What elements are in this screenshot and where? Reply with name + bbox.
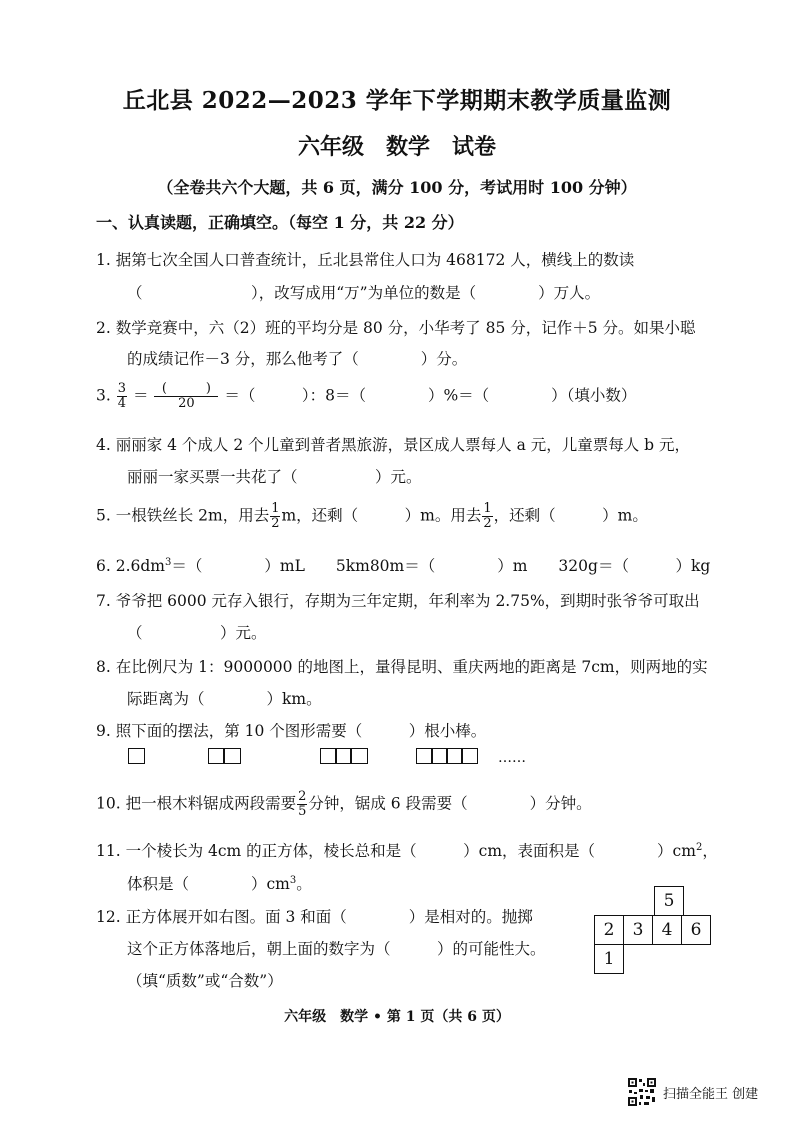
question-4-line-1: 4. 丽丽家 4 个成人 2 个儿童到普者黑旅游，景区成人票每人 a 元，儿童票每人 b 元， xyxy=(96,436,691,454)
question-3-rest: ＝（ ）：8＝（ ）%＝（ ）（填小数） xyxy=(224,386,637,405)
question-1-line-2: （ ），改写成用“万”为单位的数是（ ）万人。 xyxy=(127,284,601,302)
question-8-line-1: 8. 在比例尺为 1：9000000 的地图上，量得昆明、重庆两地的距离是 7cm，则两地的实 xyxy=(96,658,708,676)
comma: ， xyxy=(702,842,718,860)
page-footer: 六年级 数学 • 第 1 页（共 6 页） xyxy=(284,1009,510,1025)
fraction-denominator: 2 xyxy=(271,516,280,531)
question-6-part-a: 6. 2.6dm xyxy=(96,557,165,575)
question-3-number: 3. xyxy=(96,386,111,405)
equals-sign: ＝ xyxy=(132,386,149,405)
stick-figure-4 xyxy=(416,748,478,764)
question-7-line-2: （ ）元。 xyxy=(127,624,267,642)
stick-pattern-figure xyxy=(96,748,616,770)
question-10-fraction xyxy=(297,790,307,819)
question-12-line-1: 12. 正方体展开如右图。面 3 和面（ ）是相对的。抛掷 xyxy=(96,908,533,926)
question-2-line-1: 2. 数学竞赛中，六（2）班的平均分是 80 分，小华考了 85 分，记作＋5 分。如果小聪 xyxy=(96,319,696,337)
question-3-fraction-2 xyxy=(154,382,218,411)
question-11-line-1 xyxy=(96,839,718,861)
net-face-row-1: 2 xyxy=(594,915,624,945)
question-3 xyxy=(96,382,636,411)
fraction-numerator: ( ) xyxy=(154,382,218,397)
exam-info: （全卷共六个大题，共 6 页，满分 100 分，考试用时 100 分钟） xyxy=(157,178,637,197)
fraction-numerator: 2 xyxy=(298,789,307,804)
question-9: 9. 照下面的摆法，第 10 个图形需要（ ）根小棒。 xyxy=(96,722,487,740)
net-face-row-2: 3 xyxy=(623,915,653,945)
question-5-part-a: 5. 一根铁丝长 2m，用去 xyxy=(96,506,270,525)
fraction-numerator: 1 xyxy=(483,501,492,516)
question-10-part-a: 10. 把一根木料锯成两段需要 xyxy=(96,794,297,813)
question-12-line-3: （填“质数”或“合数”） xyxy=(127,972,283,990)
fraction-numerator: 3 xyxy=(117,381,127,396)
question-2-line-2: 的成绩记作－3 分，那么他考了（ ）分。 xyxy=(127,350,468,368)
ellipsis: …… xyxy=(498,750,526,766)
superscript: 3 xyxy=(165,556,172,568)
question-6 xyxy=(96,554,710,576)
net-face-top: 5 xyxy=(654,886,684,916)
superscript: 2 xyxy=(695,841,703,853)
question-10-part-b: 分钟，锯成 6 段需要（ ）分钟。 xyxy=(308,794,592,813)
question-4-line-2: 丽丽一家买票一共花了（ ）元。 xyxy=(127,468,422,486)
net-face-row-4: 6 xyxy=(681,915,711,945)
question-5-fraction-1 xyxy=(270,502,280,531)
scanner-watermark: 扫描全能王 创建 xyxy=(663,1087,759,1102)
question-6-part-b: ＝（ ）mL 5km80m＝（ ）m 320g＝（ ）kg xyxy=(171,557,711,575)
question-1-line-1: 1. 据第七次全国人口普查统计，丘北县常住人口为 468172 人，横线上的数读 xyxy=(96,251,635,269)
question-5-part-c: ，还剩（ ）m。 xyxy=(493,506,648,525)
question-12-line-2: 这个正方体落地后，朝上面的数字为（ ）的可能性大。 xyxy=(127,940,546,958)
fraction-numerator: 1 xyxy=(271,501,280,516)
qr-code-icon xyxy=(627,1077,657,1107)
question-11-line-2 xyxy=(127,872,312,894)
exam-title: 丘北县 2022—2023 学年下学期期末教学质量监测 xyxy=(122,87,672,114)
section-1-heading: 一、认真读题，正确填空。（每空 1 分，共 22 分） xyxy=(96,213,464,232)
question-11-part-a: 11. 一个棱长为 4cm 的正方体，棱长总和是（ ）cm，表面积是（ ）cm xyxy=(96,842,696,860)
question-5-part-b: m，还剩（ ）m。用去 xyxy=(281,506,482,525)
superscript: 3 xyxy=(289,874,297,886)
exam-subtitle: 六年级 数学 试卷 xyxy=(297,134,496,160)
question-5-fraction-2 xyxy=(482,502,492,531)
fraction-denominator: 2 xyxy=(483,516,492,531)
question-11-part-b: 体积是（ ）cm xyxy=(127,875,290,893)
question-7-line-1: 7. 爷爷把 6000 元存入银行，存期为三年定期，年利率为 2.75%，到期时张爷爷可取出 xyxy=(96,592,700,610)
cube-net-figure xyxy=(592,884,720,980)
question-3-fraction-1 xyxy=(117,382,127,411)
fraction-denominator: 4 xyxy=(117,396,127,411)
fraction-denominator: 20 xyxy=(178,396,195,411)
question-5 xyxy=(96,502,648,531)
period: 。 xyxy=(296,875,312,893)
stick-figure-2 xyxy=(208,748,241,764)
question-8-line-2: 际距离为（ ）km。 xyxy=(127,690,322,708)
question-10 xyxy=(96,790,592,819)
net-face-bottom: 1 xyxy=(594,944,624,974)
stick-figure-1 xyxy=(128,748,145,764)
net-face-row-3: 4 xyxy=(652,915,682,945)
fraction-denominator: 5 xyxy=(298,804,307,819)
stick-figure-3 xyxy=(320,748,368,764)
